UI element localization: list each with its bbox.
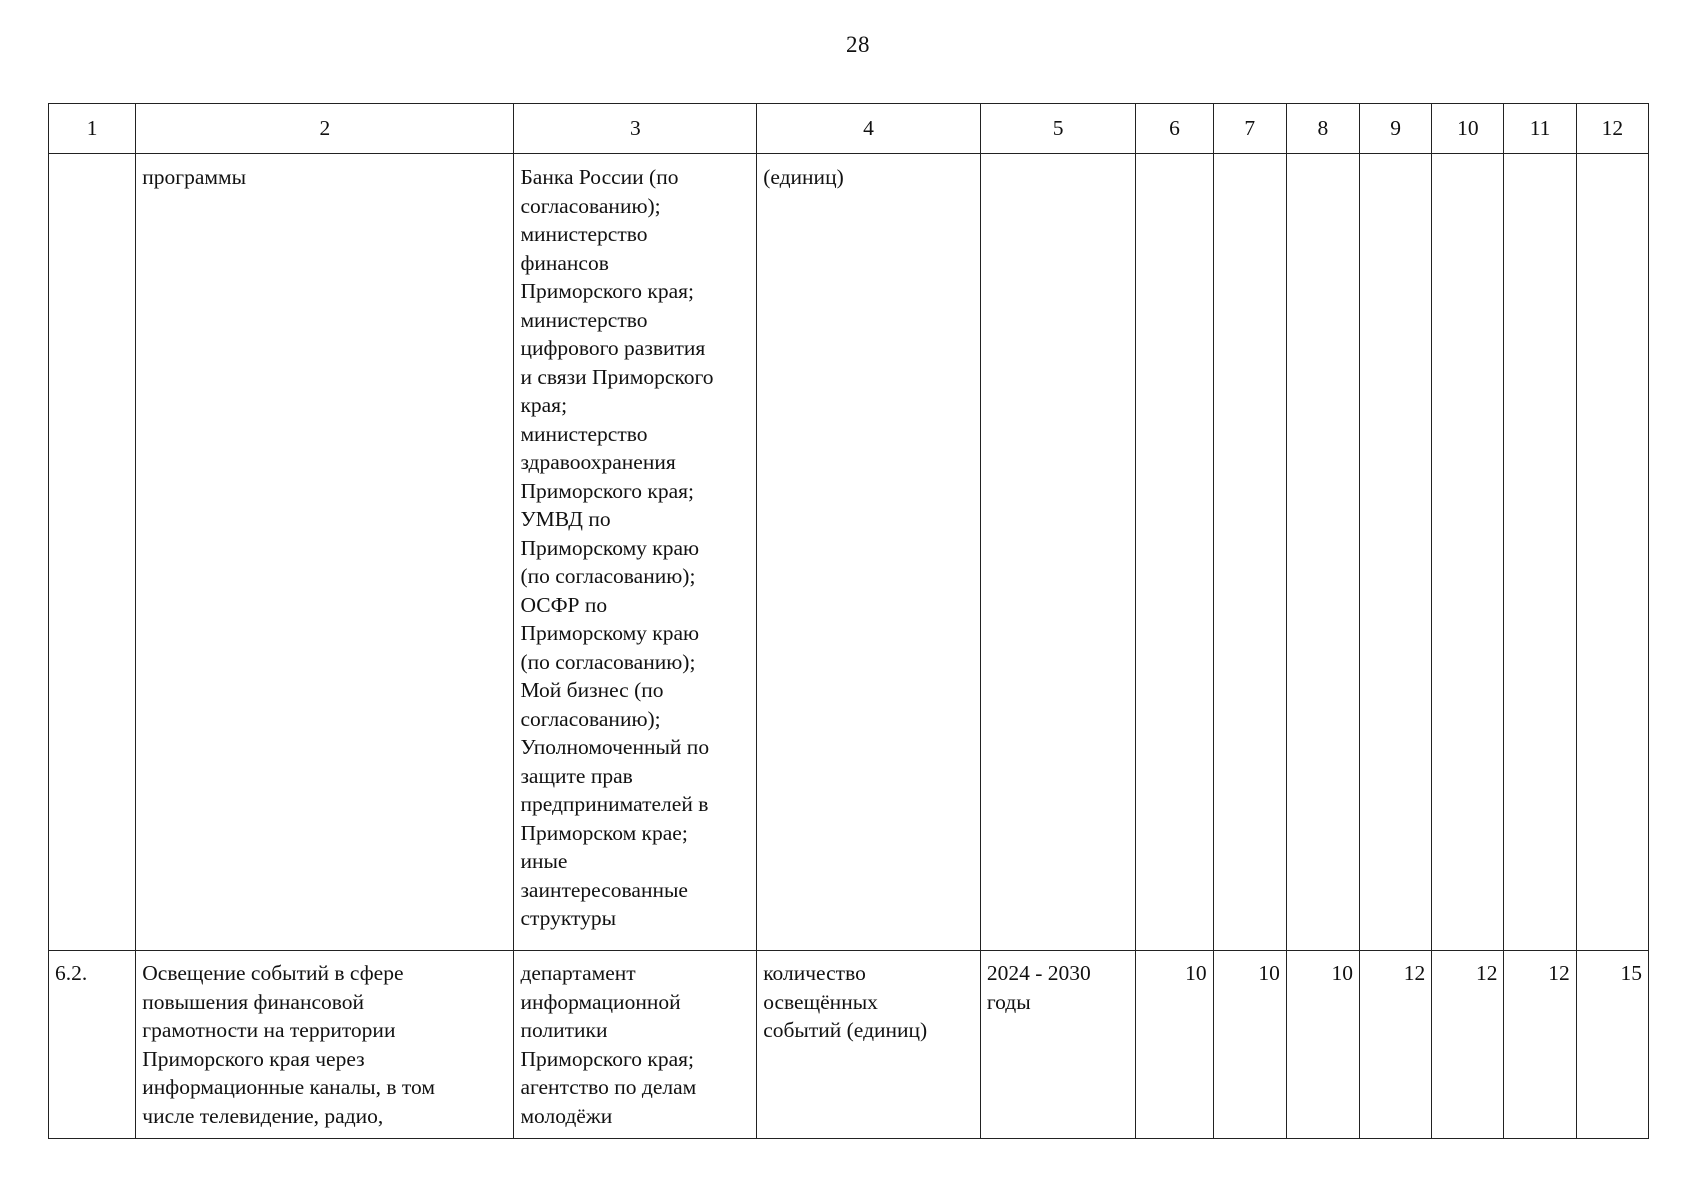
cell-value-empty (1213, 154, 1286, 951)
text-line: повышения финансовой (142, 989, 365, 1014)
cell-measure-name: программы (136, 154, 514, 951)
text-line: Уполномоченный по (520, 735, 710, 759)
cell-value-col-9: 12 (1360, 951, 1432, 1139)
text-line: министерство (520, 307, 648, 332)
cell-value-empty (1576, 154, 1648, 951)
text-line: 2024 - 2030 (986, 961, 1091, 985)
text-line: событий (единиц) (763, 1018, 928, 1042)
text-line: защите прав (520, 763, 633, 788)
text-line: количество (763, 961, 866, 985)
text-line: министерство (520, 421, 648, 446)
column-header-12: 12 (1576, 104, 1648, 154)
cell-value-col-11: 12 (1504, 951, 1576, 1139)
table-row-continued (49, 154, 1649, 951)
cell-value-col-12: 15 (1576, 951, 1648, 1139)
text-line: числе телевидение, радио, (142, 1103, 384, 1128)
cell-value-col-8: 10 (1286, 951, 1359, 1139)
text-line: структуры (520, 906, 617, 930)
text-line: Приморского края через (142, 1046, 365, 1071)
text-line: согласованию); (520, 193, 661, 218)
text-line: министерство (520, 222, 648, 246)
text-line: Приморского края; (520, 478, 694, 503)
text-line: финансов (520, 250, 609, 275)
column-header-7: 7 (1213, 104, 1286, 154)
measures-table (48, 103, 1649, 1139)
measure-name-lines (142, 959, 507, 1130)
cell-period-empty (980, 154, 1135, 951)
text-line: Приморского края; (520, 279, 694, 303)
text-line: Приморском крае; (520, 820, 688, 845)
cell-value-col-10: 12 (1432, 951, 1504, 1139)
text-line: предпринимателей в (520, 792, 709, 816)
column-number-header-row (49, 104, 1649, 154)
text-line: информационные каналы, в том (142, 1075, 435, 1099)
text-line: (по согласованию); (520, 649, 696, 674)
text-line: грамотности на территории (142, 1018, 396, 1042)
text-line: информационной (520, 989, 681, 1014)
cell-responsible (514, 951, 757, 1139)
column-header-8: 8 (1286, 104, 1359, 154)
text-line: Мой бизнес (по (520, 678, 664, 702)
text-line: Приморскому краю (520, 535, 700, 560)
cell-value-col-6: 10 (1136, 951, 1213, 1139)
cell-value-empty (1136, 154, 1213, 951)
text-line: годы (986, 989, 1031, 1014)
text-line: ОСФР по (520, 592, 608, 617)
text-line: Приморскому краю (520, 621, 700, 645)
text-line: молодёжи (520, 1103, 613, 1128)
column-header-11: 11 (1504, 104, 1576, 154)
cell-measure-name (136, 951, 514, 1139)
text-line: иные (520, 849, 568, 873)
cell-indicator (757, 951, 981, 1139)
text-line: Банка России (по (520, 165, 679, 189)
text-line: цифрового развития (520, 336, 706, 360)
column-header-6: 6 (1136, 104, 1213, 154)
cell-value-empty (1360, 154, 1432, 951)
column-header-4: 4 (757, 104, 981, 154)
text-line: агентство по делам (520, 1075, 697, 1099)
period-lines (987, 959, 1129, 1016)
cell-number-empty (49, 154, 136, 951)
cell-number: 6.2. (49, 951, 136, 1139)
cell-value-empty (1432, 154, 1504, 951)
text-line: освещённых (763, 989, 878, 1014)
responsible-lines (520, 959, 750, 1130)
table-row-6-2 (49, 951, 1649, 1139)
cell-value-empty (1286, 154, 1359, 951)
cell-value-col-7: 10 (1213, 951, 1286, 1139)
page-number: 28 (846, 32, 870, 57)
text-line: (по согласованию); (520, 564, 696, 588)
responsible-lines (520, 163, 750, 933)
cell-indicator: (единиц) (757, 154, 981, 951)
text-line: УМВД по (520, 507, 611, 531)
cell-period (980, 951, 1135, 1139)
text-line: заинтересованные (520, 877, 688, 902)
column-header-3: 3 (514, 104, 757, 154)
column-header-2: 2 (136, 104, 514, 154)
text-line: Приморского края; (520, 1046, 694, 1071)
column-header-9: 9 (1360, 104, 1432, 154)
text-line: и связи Приморского (520, 364, 714, 389)
cell-responsible (514, 154, 757, 951)
indicator-lines (763, 959, 974, 1045)
text-line: департамент (520, 961, 636, 985)
column-header-5: 5 (980, 104, 1135, 154)
text-line: согласованию); (520, 706, 661, 731)
cell-value-empty (1504, 154, 1576, 951)
column-header-10: 10 (1432, 104, 1504, 154)
text-line: Освещение событий в сфере (142, 961, 404, 985)
text-line: края; (520, 393, 568, 417)
text-line: политики (520, 1018, 608, 1042)
column-header-1: 1 (49, 104, 136, 154)
text-line: здравоохранения (520, 450, 676, 474)
